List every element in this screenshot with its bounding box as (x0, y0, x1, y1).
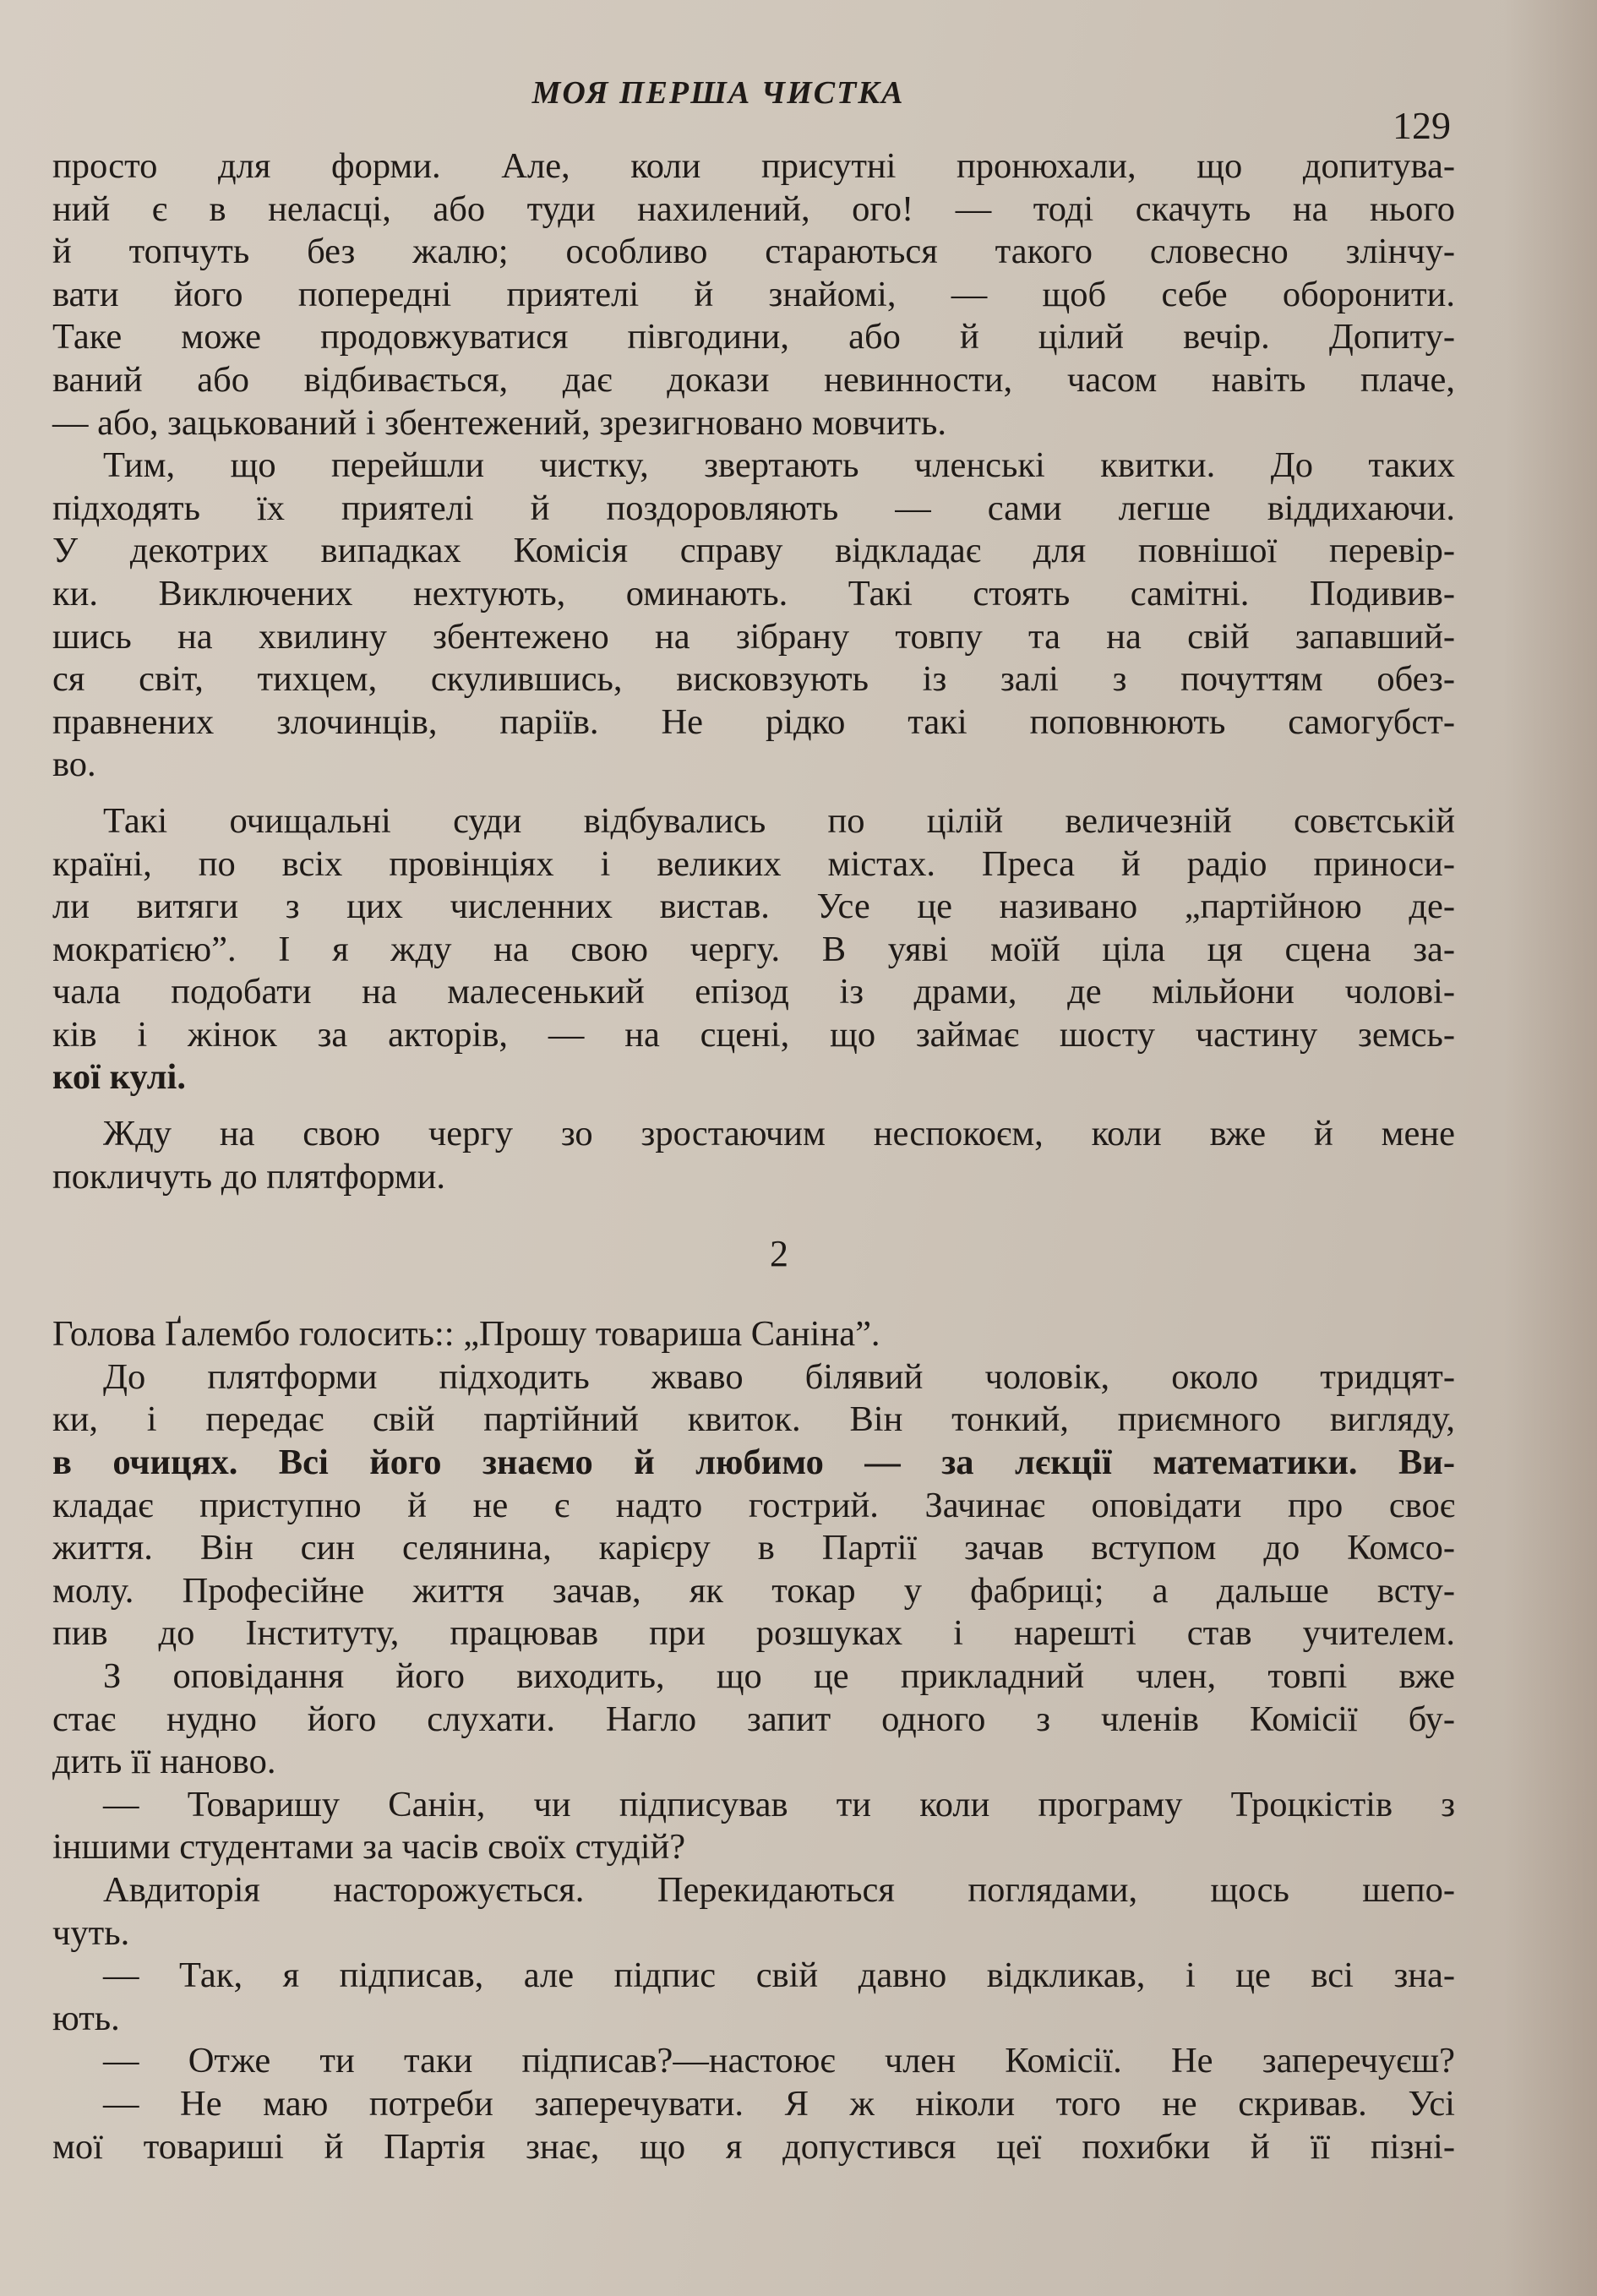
text-line: чала подобати на малесенький епізод із драми, де мільйони чолові- (52, 972, 1455, 1012)
text-line: мої товариші й Партія знає, що я допустився цеї похибки й її пізні- (52, 2126, 1455, 2167)
text-line: чуть. (52, 1912, 130, 1953)
text-line: шись на хвилину збентежено на зібрану товпу та на свій запавший- (52, 616, 1455, 657)
text-line: життя. Він син селянина, карієру в Партії зачав вступом до Комсо- (52, 1528, 1455, 1568)
text-line: ся світ, тихцем, скулившись, висковзують із залі з почуттям обез- (52, 659, 1455, 700)
text-line: Жду на свою чергу зо зростаючим неспокоєм, коли вже й мене (103, 1114, 1455, 1154)
text-line: ли витяги з цих численних вистав. Усе це називано „партійною де- (52, 886, 1455, 927)
text-line: Такі очищальні суди відбувались по цілій величезній совєтській (103, 800, 1455, 841)
text-line: просто для форми. Але, коли присутні пронюхали, що допитува- (52, 146, 1455, 186)
text-line: З оповідання його виходить, що це прикладний член, товпі вже (103, 1656, 1455, 1696)
body-text (52, 145, 1455, 2168)
page-edge-shadow (1504, 0, 1597, 2296)
paragraph-gap (52, 1099, 1455, 1113)
text-line: й топчуть без жалю; особливо стараються такого словесно злінчу- (52, 232, 1455, 272)
section-gap (52, 1284, 1455, 1313)
text-line: кладає приступно й не є надто гострий. Зачинає оповідати про своє (52, 1485, 1455, 1525)
text-line: — Товаришу Санін, чи підписував ти коли програму Троцкістів з (103, 1784, 1455, 1824)
text-line: підходять їх приятелі й поздоровляють — сами легше віддихаючи. (52, 488, 1455, 528)
text-line: ваний або відбивається, дає докази невинности, часом навіть плаче, (52, 359, 1455, 400)
text-line: правнених злочинців, паріїв. Не рідко такі поповнюють самогубст- (52, 701, 1455, 742)
page-number: 129 (1393, 104, 1451, 147)
text-line: вати його попередні приятелі й знайомі, — щоб себе оборонити. (52, 274, 1455, 314)
text-line: мократією”. І я жду на свою чергу. В уяві моїй ціла ця сцена за- (52, 929, 1455, 969)
text-line: — Не маю потреби заперечувати. Я ж ніколи того не скривав. Усі (103, 2083, 1455, 2124)
text-line: молу. Професійне життя зачав, як токар у фабриці; а дальше всту- (52, 1570, 1455, 1611)
text-line: стає нудно його слухати. Нагло запит одного з членів Комісії бу- (52, 1699, 1455, 1739)
text-line: во. (52, 744, 96, 785)
text-line: ки. Виключених нехтують, оминають. Такі стоять самітні. Подивив- (52, 573, 1455, 614)
text-line: пив до Інституту, працював при розшуках і нарешті став учителем. (52, 1613, 1455, 1654)
text-line: — або, зацькований і збентежений, зрезигновано мовчить. (52, 402, 946, 443)
text-line: У декотрих випадках Комісія справу відкладає для повнішої перевір- (52, 531, 1455, 571)
text-line: До плятформи підходить жваво білявий чоловік, около тридцят- (103, 1356, 1455, 1397)
text-line: в очицях. Всі його знаємо й любимо — за лєкції математики. Ви- (52, 1442, 1455, 1483)
text-line: ний є в неласці, або туди нахилений, ого! — тоді скачуть на нього (52, 188, 1455, 229)
text-line: Авдиторія насторожується. Перекидаються поглядами, щось шепо- (103, 1869, 1455, 1910)
text-line: кої кулі. (52, 1057, 186, 1098)
text-line: дить її наново. (52, 1742, 276, 1782)
text-line: — Отже ти таки підписав?—настоює член Комісії. Не заперечуєш? (103, 2041, 1455, 2081)
text-line: країні, по всіх провінціях і великих містах. Преса й радіо приноси- (52, 843, 1455, 884)
text-line: Голова Ґалембо голосить:: „Прошу товариша Саніна”. (52, 1314, 880, 1355)
text-line: ють. (52, 1998, 120, 2038)
running-head: МОЯ ПЕРША ЧИСТКА (531, 75, 905, 111)
text-line: — Так, я підписав, але підпис свій давно відкликав, і це всі зна- (103, 1955, 1455, 1996)
text-line: покличуть до плятформи. (52, 1156, 446, 1197)
section-number: 2 (770, 1233, 788, 1275)
text-line: ки, і передає свій партійний квиток. Він тонкий, приємного вигляду, (52, 1399, 1455, 1440)
paragraph-gap (52, 787, 1455, 800)
text-line: іншими студентами за часів своїх студій? (52, 1827, 686, 1868)
text-line: Тим, що перейшли чистку, звертають членські квитки. До таких (103, 445, 1455, 486)
text-line: Таке може продовжуватися півгодини, або й цілий вечір. Допиту- (52, 317, 1455, 357)
text-line: ків і жінок за акторів, — на сцені, що займає шосту частину земсь- (52, 1014, 1455, 1055)
